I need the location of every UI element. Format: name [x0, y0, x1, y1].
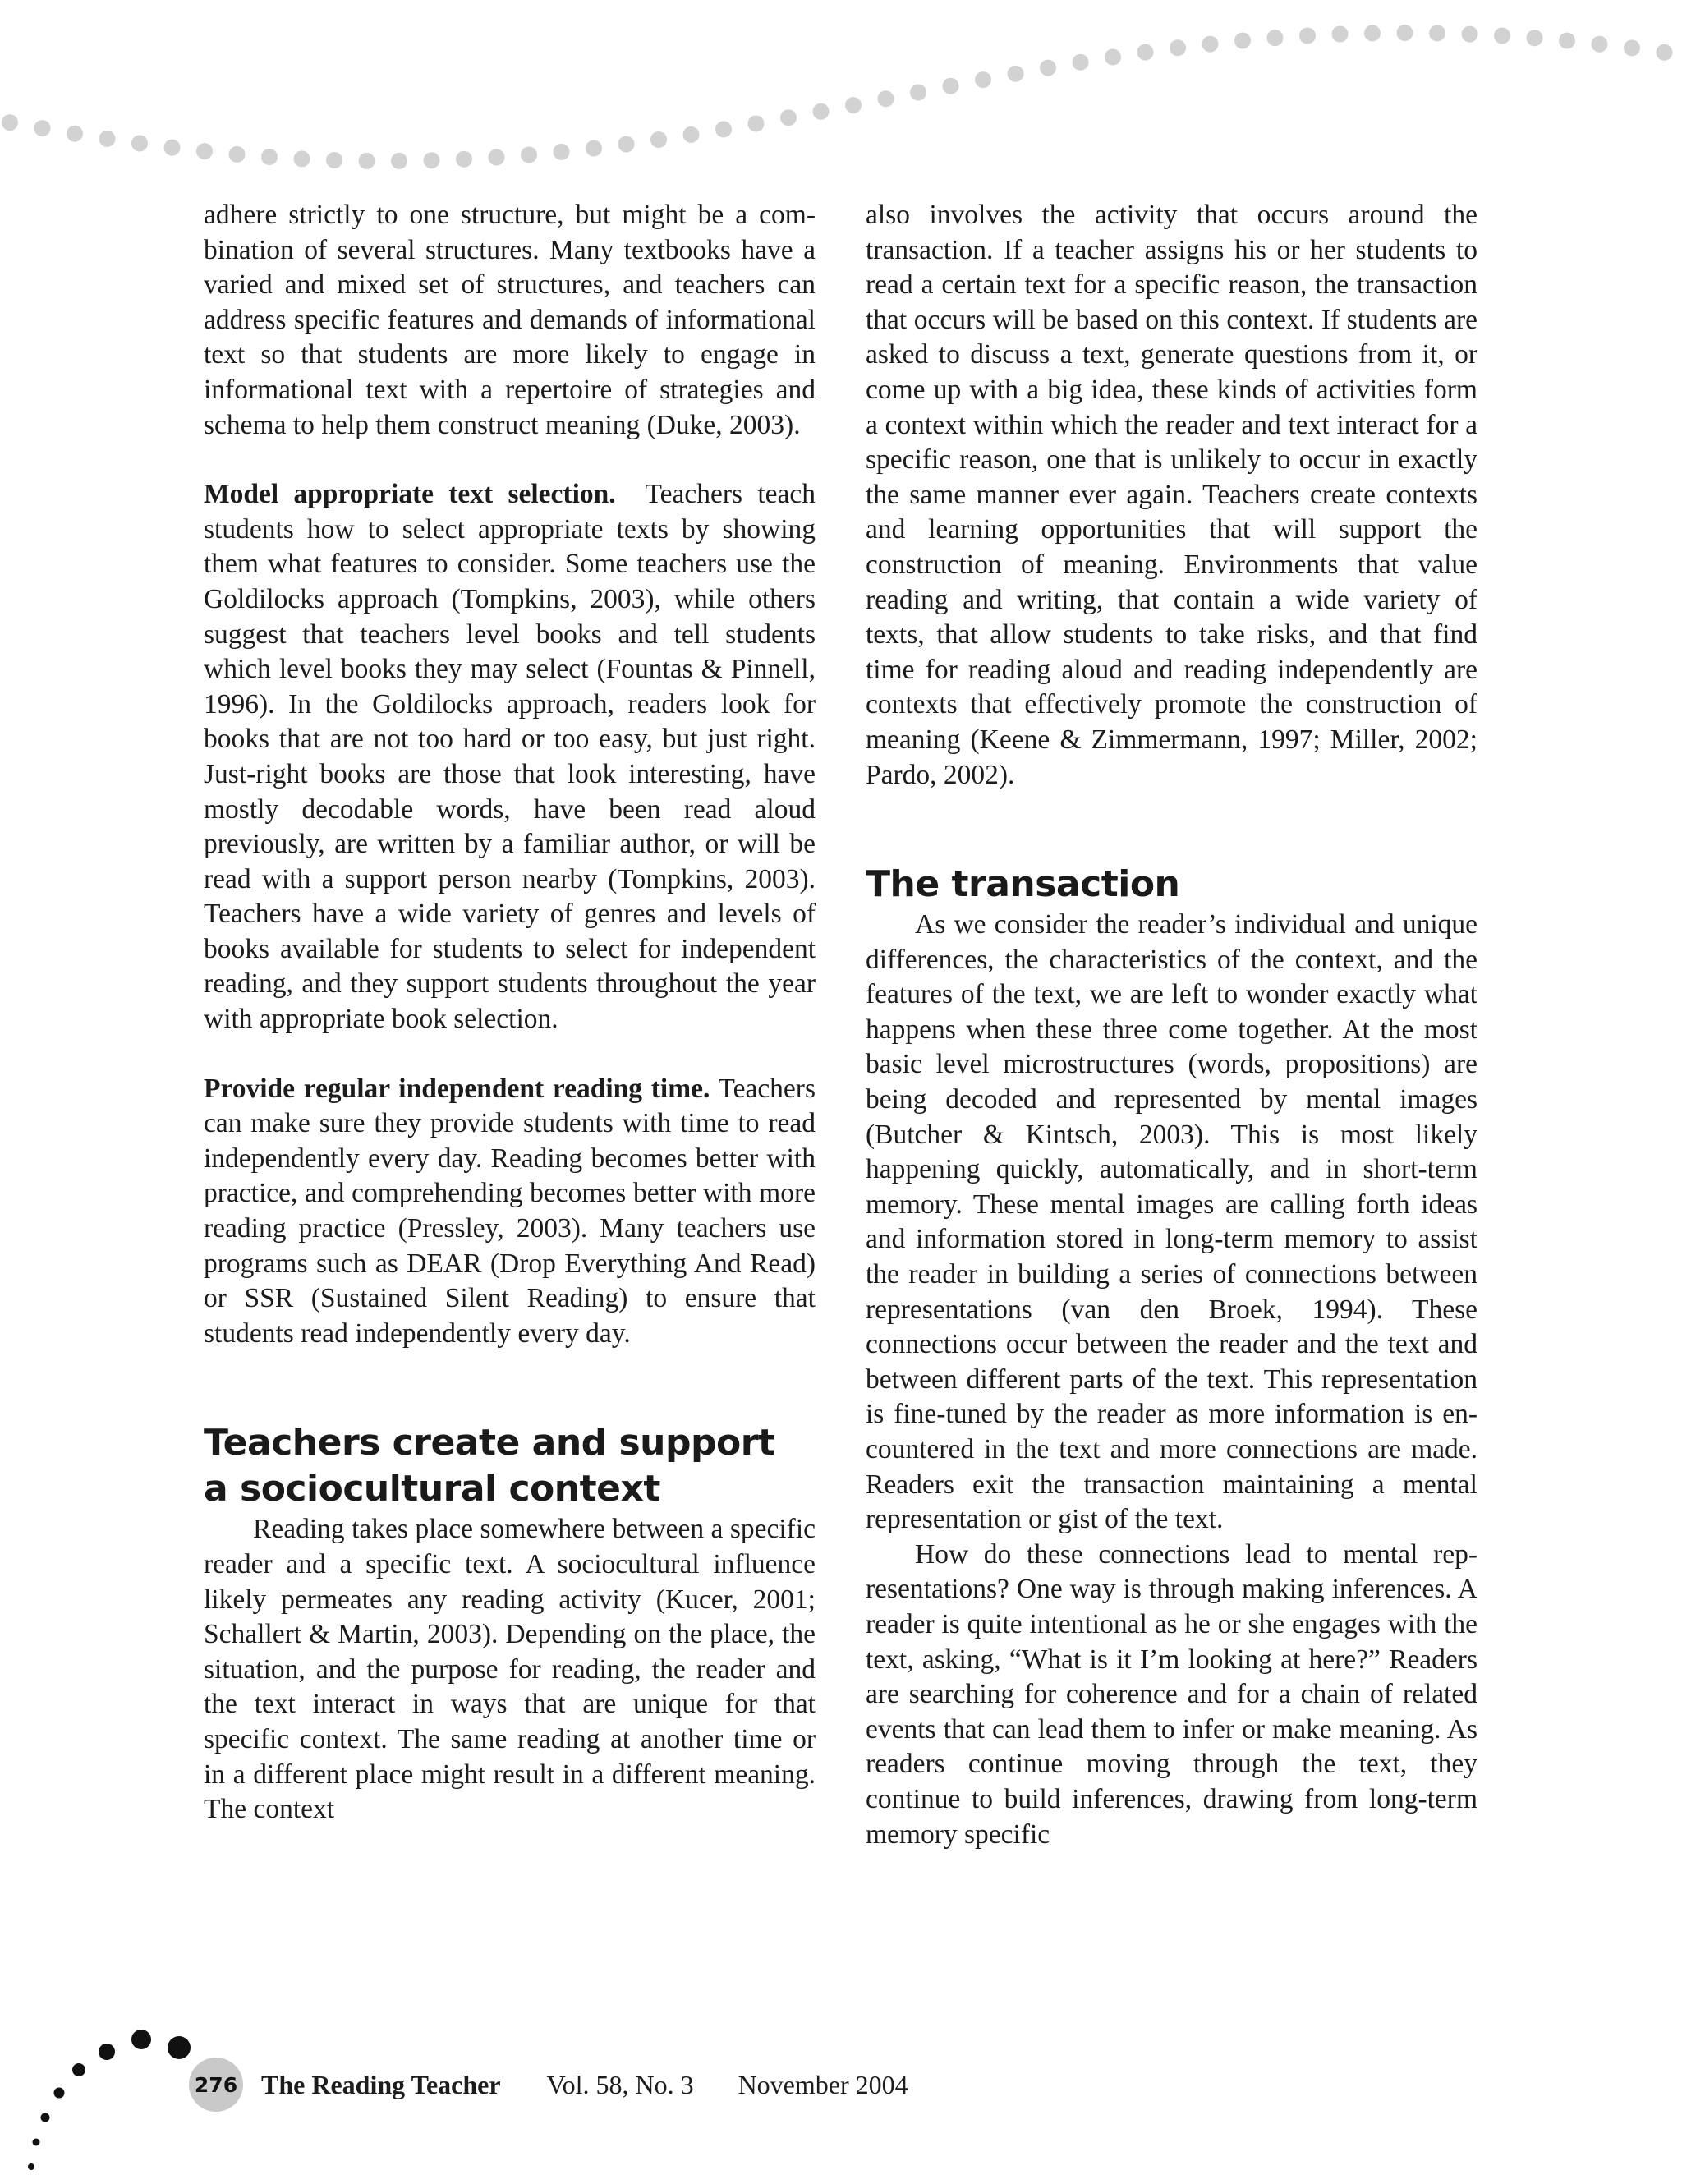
decorative-dot [748, 116, 765, 132]
decorative-dot [521, 147, 537, 163]
section-heading [204, 1420, 816, 1512]
decorative-dot [1073, 54, 1089, 71]
decorative-dot [1040, 60, 1056, 76]
decorative-dot [1105, 49, 1121, 66]
issue-date: November 2004 [738, 2069, 908, 2099]
decorative-dot [28, 2163, 34, 2170]
decorative-dot [67, 126, 83, 142]
decorative-dot [1559, 33, 1575, 49]
decorative-dot [229, 146, 246, 163]
paragraph-independent-reading [204, 1072, 816, 1352]
decorative-dot [1170, 39, 1186, 56]
decorative-dot [780, 109, 797, 126]
paragraph: Reading takes place somewhere between a specific reader and a specific text. A sociocultural influence likely permeates any reading activity (Kucer, 2001; Schallert & Martin, 2003). Depending on the place, the situation, and the purpose for reading, the reader and the text interact in ways that are unique for that specific context. The same reading at another time or in a different place might result in a different meaning. The context [204, 1514, 816, 1825]
journal-title: The Reading Teacher [261, 2069, 501, 2099]
decorative-dot [1008, 66, 1024, 82]
decorative-dot [489, 149, 505, 166]
section-heading: The transaction [866, 863, 1180, 906]
decorative-dot [943, 78, 959, 94]
paragraph: also involves the activity that occurs around the transaction. If a teacher assigns his or her students to read a certain text for a specific reason, the transaction that occurs will be based on this context. If students are asked to discuss a text, generate questions from it, or come up with a big idea, these kinds of activities form a context within which the reader and text interact for a specific reason, one that is unlikely to occur in exactly the same manner ever again. Teachers create contexts and learning opportunities that will support the construction of meaning. Environments that value reading and writing, that contain a wide variety of texts, that allow students to take risks, and that find time for reading aloud and reading independently are contexts that effectively promote the construction of meaning (Keene & Zimmermann, 1997; Miller, 2002; Pardo, 2002). [866, 200, 1477, 790]
decorative-dot [99, 131, 116, 147]
decorative-dot [1267, 30, 1284, 46]
decorative-dot [326, 152, 342, 168]
heading-line: Teachers create and support [204, 1422, 775, 1464]
paragraph-body: Teachers teach students how to select appropriate texts by showing them what features to consider. Some teachers use the Goldilocks approach (Tompkins, 2003), while others suggest that teachers level books and tell students which level books they may select (Fountas & Pinnell, 1996). In the Goldilocks approach, readers look for books that are not too hard or too easy, but just right. Just-right books are those that look interesting, have mostly decodable words, have been read aloud previously, are written by a familiar author, or will be read with a support person nearby (Tompkins, 2003). Teachers have a wide variety of genres and levels of books available for students to select for independent reading, and they support students throughout the year with appropriate book selection. [204, 479, 816, 1035]
decorative-dot [683, 126, 700, 143]
volume-issue: Vol. 58, No. 3 [546, 2069, 694, 2099]
decorative-dot [554, 144, 570, 160]
decorative-dot-wave-top [0, 0, 1682, 189]
decorative-dot [1364, 25, 1381, 41]
decorative-dot [1494, 28, 1510, 44]
decorative-dot [131, 2030, 151, 2049]
heading-line: a sociocultural context [204, 1468, 660, 1510]
decorative-dot [1299, 28, 1316, 44]
decorative-dot [1429, 25, 1445, 41]
decorative-dot [456, 151, 472, 168]
run-in-heading: Provide regular independent reading time. [204, 1073, 710, 1104]
right-column [866, 198, 1477, 1852]
paragraph-body: Teachers can make sure they provide students with time to read independently every day. Reading becomes better with practice, and comprehending becomes better with more reading practice (Pressley, 2003). Many teachers use programs such as DEAR (Drop Everything And Read) or SSR (Sustained Silent Reading) to ensure that students read independently every day. [204, 1073, 816, 1349]
paragraph: How do these connections lead to mental representations? One way is through making inferences. A reader is quite intentional as he or she engages with the text, asking, “What is it I’m looking at here?” Readers are searching for coherence and for a chain of related events that can lead them to infer or make meaning. As readers continue moving through the text, they continue to build inferences, drawing from long-term memory specific [866, 1538, 1477, 1850]
decorative-dot [196, 143, 213, 159]
page-number-badge [189, 2058, 243, 2112]
decorative-dot [131, 136, 148, 152]
decorative-dot [1624, 39, 1640, 56]
decorative-dot [391, 153, 407, 169]
decorative-dot [1137, 44, 1154, 61]
decorative-dot [650, 131, 667, 148]
decorative-dot [1592, 36, 1608, 53]
decorative-dot [33, 2139, 40, 2146]
decorative-dot [1202, 36, 1219, 53]
decorative-dot [586, 140, 602, 157]
decorative-dot [975, 71, 991, 88]
decorative-dot [164, 140, 181, 156]
decorative-dot [1397, 25, 1413, 41]
decorative-dot [99, 2044, 115, 2060]
page-number: 276 [194, 2072, 238, 2097]
decorative-dot [1234, 33, 1251, 49]
decorative-dot [910, 85, 926, 101]
run-in-heading: Model appropriate text selection. [204, 479, 616, 510]
page-footer [189, 2063, 908, 2106]
decorative-dot [1462, 26, 1478, 43]
decorative-dot [845, 97, 862, 113]
decorative-dot [715, 121, 732, 137]
left-column [204, 198, 816, 1828]
paragraph-text-selection [204, 477, 816, 1037]
decorative-dot [168, 2036, 191, 2059]
decorative-dot [359, 153, 375, 169]
decorative-dot [424, 152, 440, 168]
decorative-dot [54, 2088, 65, 2099]
paragraph: adhere strictly to one structure, but might be a combination of several structures. Many textbooks have a varied and mixed set of structures, and teachers can address specific features and demands of informational text so that students are more likely to engage in informational text with a repertoire of strategies and schema to help them construct meaning (Duke, 2003). [204, 200, 816, 440]
decorative-dot [2, 114, 18, 131]
decorative-dot [1657, 44, 1673, 61]
decorative-dot [878, 90, 894, 107]
decorative-dot [41, 2113, 50, 2122]
decorative-dot [34, 120, 51, 136]
decorative-dot [1527, 30, 1543, 46]
paragraph: As we consider the reader’s individual and unique differences, the characteristics of the context, and the features of the text, we are left to wonder exactly what happens when these three come together. At the most basic level microstructures (words, propositions) are being decoded and represented by mental images (Butcher & Kintsch, 2003). This is most likely happening quickly, automatically, and in short-term memory. These mental images are calling forth ideas and information stored in long-term memory to assist the reader in building a series of connections between representations (van den Broek, 1994). These connections occur between the reader and the text and between different parts of the text. This representation is fine-tuned by the reader as more information is encountered in the text and more connections are made. Readers exit the transaction maintaining a mental representation or gist of the text. [866, 909, 1477, 1535]
decorative-dot [813, 103, 830, 120]
decorative-dot [294, 150, 310, 167]
decorative-dot [72, 2063, 85, 2076]
decorative-dot [261, 149, 278, 165]
decorative-dot [618, 136, 635, 153]
decorative-dot [1332, 26, 1349, 43]
